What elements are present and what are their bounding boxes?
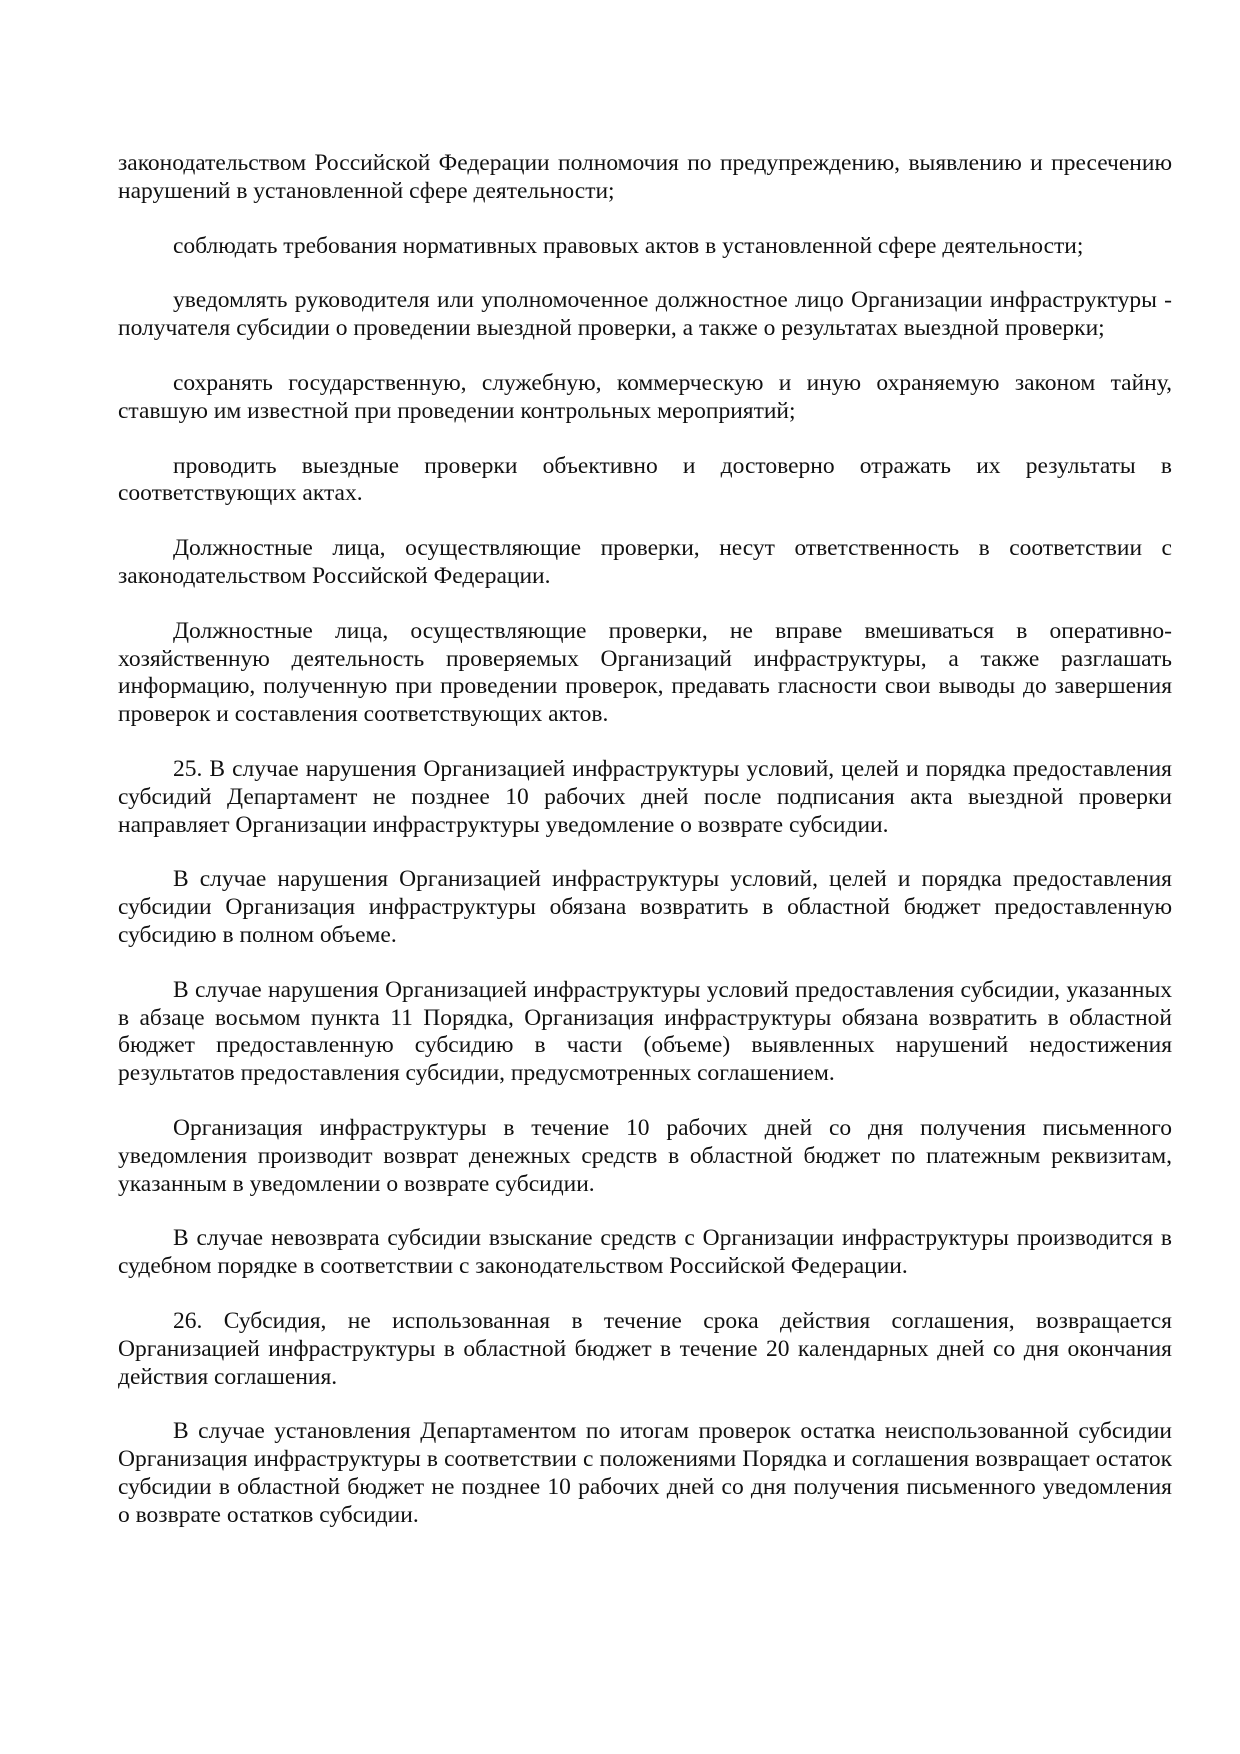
paragraph: Должностные лица, осуществляющие проверки, не вправе вмешиваться в оперативно-хозяйственную деятельность проверяемых Организаций инфраструктуры, а также разглашать информацию, полученную при проведении проверок, предавать гласности свои выводы до завершения проверок и составления соответствующих актов.	[118, 617, 1172, 728]
paragraph: проводить выездные проверки объективно и достоверно отражать их результаты в соответствующих актах.	[118, 452, 1172, 507]
paragraph: В случае установления Департаментом по итогам проверок остатка неиспользованной субсидии Организация инфраструктуры в соответствии с положениями Порядка и соглашения возвращает остаток субсидии в областной бюджет не позднее 10 рабочих дней со дня получения письменного уведомления о возврате остатков субсидии.	[118, 1418, 1172, 1528]
paragraph-item-26: 26. Субсидия, не использованная в течение срока действия соглашения, возвращается Организацией инфраструктуры в областной бюджет в течение 20 календарных дней со дня окончания действия соглашения.	[118, 1307, 1172, 1390]
paragraph: соблюдать требования нормативных правовых актов в установленной сфере деятельности;	[173, 232, 1084, 259]
paragraph: уведомлять руководителя или уполномоченное должностное лицо Организации инфраструктуры - получателя субсидии о проведении выездной проверки, а также о результатах выездной проверки;	[118, 287, 1172, 342]
paragraph: сохранять государственную, служебную, коммерческую и иную охраняемую законом тайну, ставшую им известной при проведении контрольных мероприятий;	[118, 369, 1172, 424]
document-body	[118, 150, 1172, 1556]
paragraph: Должностные лица, осуществляющие проверки, несут ответственность в соответствии с законодательством Российской Федерации.	[118, 535, 1172, 589]
paragraph: В случае нарушения Организацией инфраструктуры условий предоставления субсидии, указанных в абзаце восьмом пункта 11 Порядка, Организация инфраструктуры обязана возвратить в областной бюджет предоставленную субсидию в части (объеме) выявленных нарушений недостижения результатов предоставления субсидии, предусмотренных соглашением.	[118, 976, 1172, 1087]
paragraph: В случае невозврата субсидии взыскание средств с Организации инфраструктуры производится в судебном порядке в соответствии с законодательством Российской Федерации.	[118, 1225, 1172, 1280]
paragraph: В случае нарушения Организацией инфраструктуры условий, целей и порядка предоставления субсидии Организация инфраструктуры обязана возвратить в областной бюджет предоставленную субсидию в полном объеме.	[118, 866, 1172, 948]
paragraph: Организация инфраструктуры в течение 10 рабочих дней со дня получения письменного уведомления производит возврат денежных средств в областной бюджет по платежным реквизитам, указанным в уведомлении о возврате субсидии.	[118, 1114, 1172, 1197]
paragraph-continuation: законодательством Российской Федерации полномочия по предупреждению, выявлению и пресечению нарушений в установленной сфере деятельности;	[118, 150, 1172, 204]
paragraph-item-25: 25. В случае нарушения Организацией инфраструктуры условий, целей и порядка предоставления субсидий Департамент не позднее 10 рабочих дней после подписания акта выездной проверки направляет Организации инфраструктуры уведомление о возврате субсидии.	[118, 755, 1172, 838]
